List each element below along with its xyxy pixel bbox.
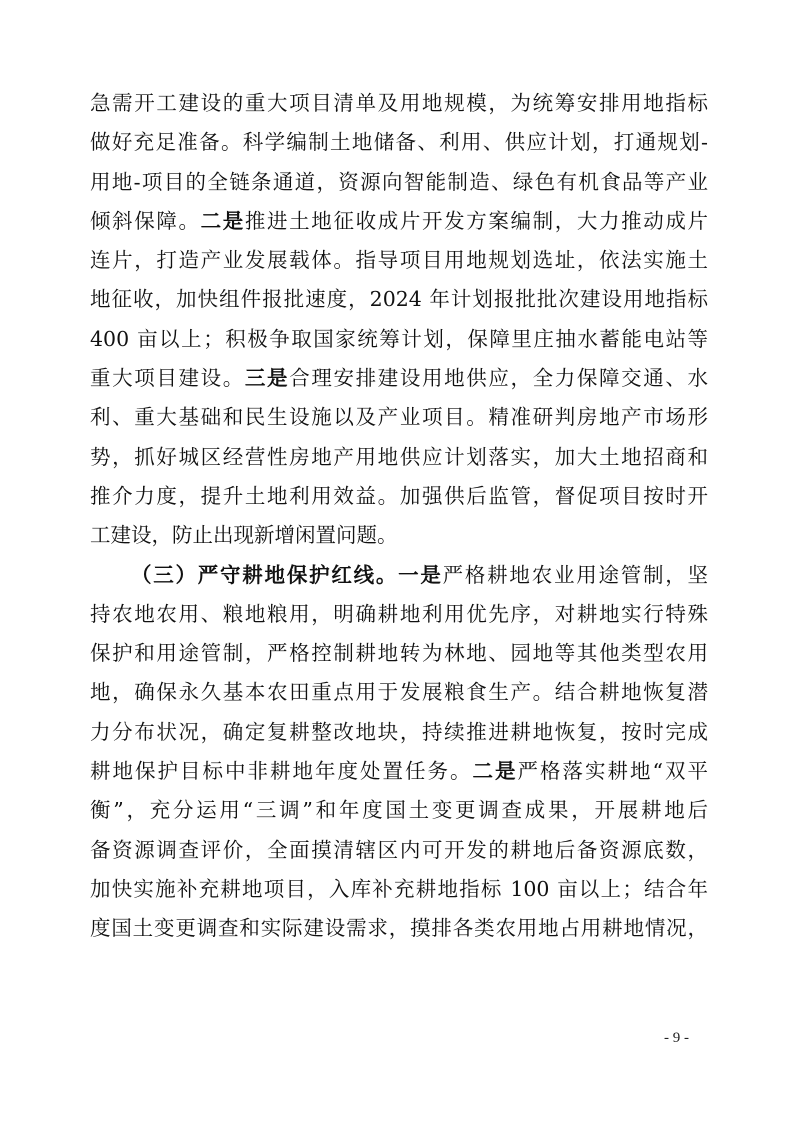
text-run: 做好充足准备。科学编制土地储备、利用、供应计划，打通规划-	[90, 130, 708, 155]
text-line	[90, 123, 708, 162]
text-line	[90, 831, 708, 870]
text-line	[90, 202, 708, 241]
bold-keyword: 二是	[200, 208, 245, 233]
text-run: 地征收，加快组件报批速度，2024 年计划报批批次建设用地指标	[90, 287, 708, 312]
text-run: 力分布状况，确定复耕整改地块，持续推进耕地恢复，按时完成	[90, 719, 708, 744]
text-run: 严格落实耕地“双平	[517, 759, 708, 784]
text-run: 用地-项目的全链条通道，资源向智能制造、绿色有机食品等产业	[90, 169, 708, 194]
text-line	[90, 84, 708, 123]
text-line	[90, 163, 708, 202]
text-run: 工建设，防止出现新增闲置问题。	[90, 523, 398, 548]
text-line	[90, 556, 708, 595]
text-run: 度国土变更调查和实际建设需求，摸排各类农用地占用耕地情况，	[90, 916, 708, 941]
text-line	[90, 909, 708, 948]
text-line	[90, 359, 708, 398]
text-run: 地，确保永久基本农田重点用于发展粮食生产。结合耕地恢复潜	[90, 680, 708, 705]
text-line	[90, 870, 708, 909]
text-run: 加快实施补充耕地项目，入库补充耕地指标 100 亩以上；结合年	[90, 876, 708, 901]
text-line	[90, 398, 708, 437]
text-run: 倾斜保障。	[90, 208, 201, 233]
text-line	[90, 634, 708, 673]
text-line	[90, 595, 708, 634]
text-line	[90, 713, 708, 752]
text-run: 重大项目建设。	[90, 366, 245, 391]
text-run: 400 亩以上；积极争取国家统筹计划，保障里庄抽水蓄能电站等	[90, 326, 708, 351]
bold-keyword: 三是	[244, 366, 290, 391]
text-run: 衡”，充分运用“三调”和年度国土变更调查成果，开展耕地后	[90, 798, 708, 823]
text-run: 合理安排建设用地供应，全力保障交通、水	[289, 366, 708, 391]
text-run: 利、重大基础和民生设施以及产业项目。精准研判房地产市场形	[90, 405, 708, 430]
text-run: 备资源调查评价，全面摸清辖区内可开发的耕地后备资源底数，	[90, 837, 708, 862]
text-run: 连片，打造产业发展载体。指导项目用地规划选址，依法实施土	[90, 248, 708, 273]
text-line	[90, 280, 708, 319]
text-run: 耕地保护目标中非耕地年度处置任务。	[90, 759, 473, 784]
text-run: 持农地农用、粮地粮用，明确耕地利用优先序，对耕地实行特殊	[90, 601, 708, 626]
text-run: 保护和用途管制，严格控制耕地转为林地、园地等其他类型农用	[90, 641, 708, 666]
text-line	[90, 752, 708, 791]
text-line	[90, 477, 708, 516]
text-run: 急需开工建设的重大项目清单及用地规模，为统筹安排用地指标	[90, 91, 708, 115]
text-line	[90, 791, 708, 830]
text-line	[90, 438, 708, 477]
page-number: - 9 -	[664, 1030, 689, 1046]
text-line	[90, 516, 708, 555]
body-text	[90, 84, 708, 949]
text-run: 势，抓好城区经营性房地产用地供应计划落实，加大土地招商和	[90, 444, 708, 469]
bold-keyword: 一是	[398, 562, 443, 587]
text-line	[90, 320, 708, 359]
text-run: 严格耕地农业用途管制，坚	[442, 562, 708, 587]
bold-keyword: 二是	[472, 759, 518, 784]
text-line	[90, 673, 708, 712]
text-run: 推进土地征收成片开发方案编制，大力推动成片	[244, 208, 708, 233]
bold-keyword: （三）严守耕地保护红线。	[131, 562, 399, 587]
text-run: 推介力度，提升土地利用效益。加强供后监管，督促项目按时开	[90, 483, 708, 508]
text-line	[90, 241, 708, 280]
